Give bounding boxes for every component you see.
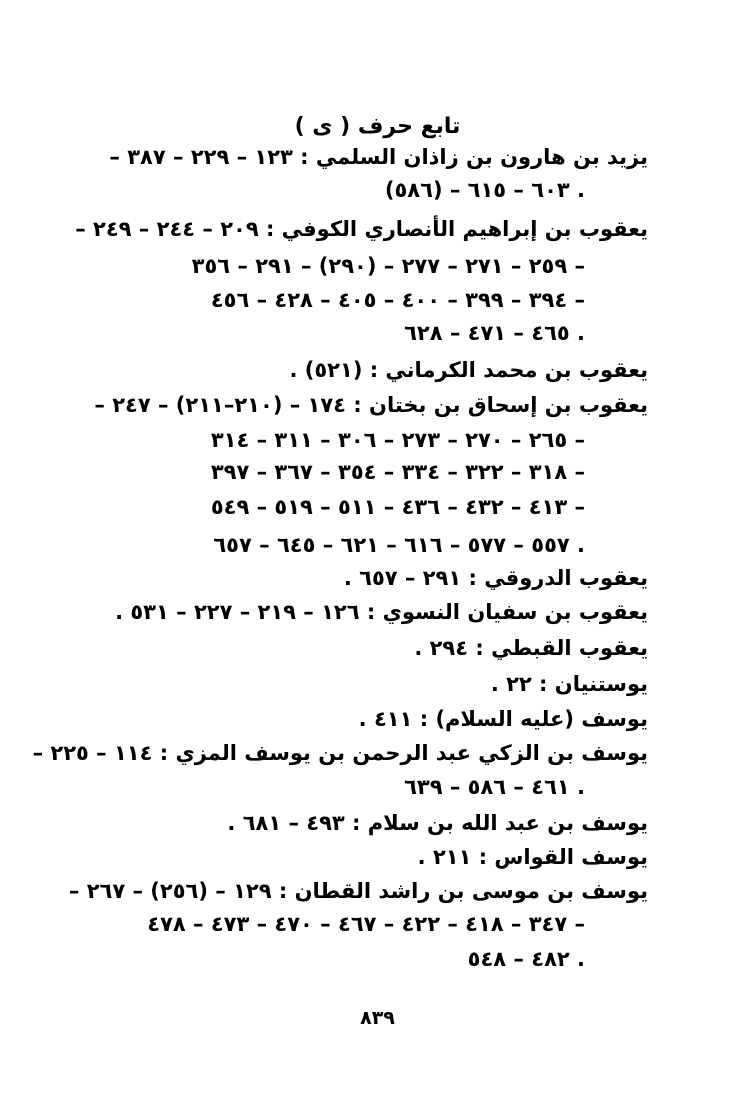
index-entry-line: يوستنيان : ٢٢ . (490, 672, 648, 696)
index-entry-line: ٤٨٢ – ٥٤٨ . (467, 947, 585, 971)
index-entry-line: يعقوب الدروقي : ٢٩١ – ٦٥٧ . (343, 566, 648, 590)
index-entry-line: يعقوب بن محمد الكرماني : (٥٢١) . (289, 358, 648, 382)
index-entry-line: يعقوب بن إبراهيم الأنصاري الكوفي : ٢٠٩ – ٢٤٤ – ٢٤٩ – (75, 217, 648, 241)
section-heading-text: تابع حرف ( ى ) (294, 114, 461, 139)
index-entry-line: يوسف (عليه السلام) : ٤١١ . (358, 707, 648, 731)
index-entry-line: ٥٥٧ – ٥٧٧ – ٦١٦ – ٦٢١ – ٦٤٥ – ٦٥٧ . (213, 533, 585, 557)
section-heading (0, 112, 755, 142)
index-entry-line: ٢٦٥ – ٢٧٠ – ٢٧٣ – ٣٠٦ – ٣١١ – ٣١٤ – (210, 428, 585, 452)
index-entry-line: ٤١٣ – ٤٣٢ – ٤٣٦ – ٥١١ – ٥١٩ – ٥٤٩ – (210, 495, 585, 519)
index-entry-line: (٥٨٦) – ٦٠٣ – ٦١٥ . (384, 178, 585, 202)
index-entry-line: ٤٦١ – ٥٨٦ – ٦٣٩ . (404, 775, 585, 799)
index-entry-line: يعقوب بن سفيان النسوي : ١٢٦ – ٢١٩ – ٢٢٧ – ٥٣١ . (115, 600, 648, 624)
index-entry-line: ٣١٨ – ٣٢٢ – ٣٣٤ – ٣٥٤ – ٣٦٧ – ٣٩٧ – (210, 460, 585, 484)
index-entry-line: ٢٥٩ – ٢٧١ – ٢٧٧ – (٢٩٠) – ٢٩١ – ٣٥٦ – (191, 254, 585, 278)
index-entry-line: يوسف القواس : ٢١١ . (417, 845, 648, 869)
index-entry-line: يوسف بن الزكي عبد الرحمن بن يوسف المزي : ١١٤ – ٢٢٥ – (32, 741, 648, 765)
index-entry-line: يعقوب القبطي : ٢٩٤ . (414, 636, 648, 660)
index-entry-line: ٣٤٧ – ٤١٨ – ٤٢٢ – ٤٦٧ – ٤٧٠ – ٤٧٣ – ٤٧٨ – (147, 912, 585, 936)
index-entry-line: يعقوب بن إسحاق بن بختان : ١٧٤ – (٢١٠–٢١١) – ٢٤٧ – (94, 393, 648, 417)
index-entry-line: يوسف بن موسى بن راشد القطان : ١٢٩ – (٢٥٦) – ٢٦٧ – (68, 879, 648, 903)
index-entry-line: ٤٦٥ – ٤٧١ – ٦٢٨ . (404, 321, 585, 345)
index-entry-line: يزيد بن هارون بن زاذان السلمي : ١٢٣ – ٢٢٩ – ٣٨٧ – (109, 145, 648, 169)
page-number: ٨٣٩ (360, 1007, 395, 1029)
index-entry-line: ٣٩٤ – ٣٩٩ – ٤٠٠ – ٤٠٥ – ٤٢٨ – ٤٥٦ – (210, 288, 585, 312)
index-entry-line: يوسف بن عبد الله بن سلام : ٤٩٣ – ٦٨١ . (227, 811, 648, 835)
